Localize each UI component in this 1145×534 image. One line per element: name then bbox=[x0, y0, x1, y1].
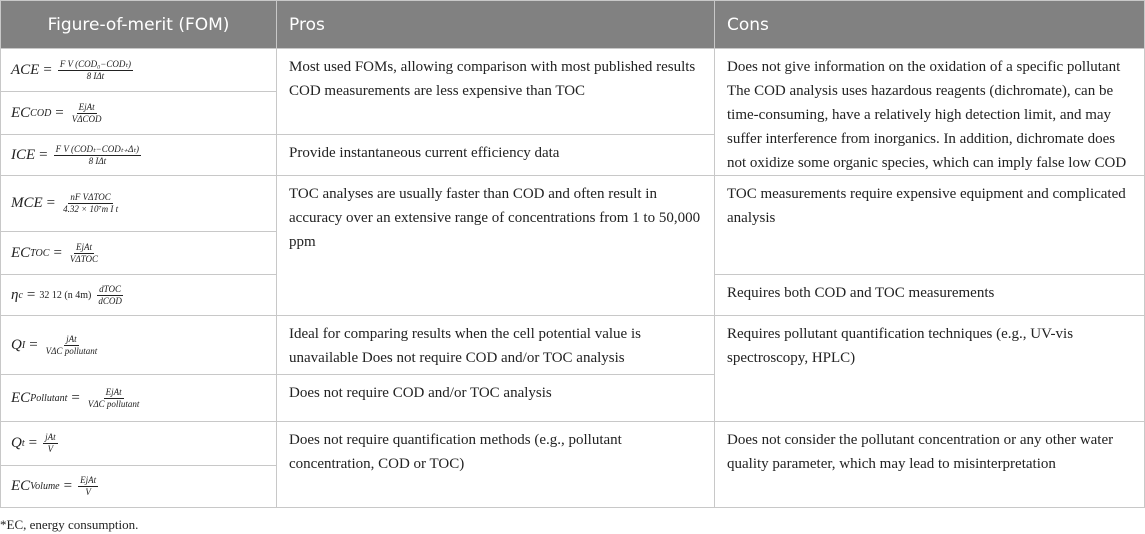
formula-ice: ICE = $\frac{\text{F V (CODₜ−CODₜ₊Δₜ)}}{\text{8 IΔt}}$ bbox=[1, 135, 277, 176]
cons-cell: TOC measurements require expensive equipment and complicated analysis bbox=[715, 176, 1145, 275]
fraction: $\frac{\text{EjAt}}{\text{VΔTOC}}$ bbox=[69, 241, 99, 264]
header-fom: Figure-of-merit (FOM) bbox=[1, 1, 277, 49]
cons-cell: Does not give information on the oxidation of a specific pollutant The COD analysis uses hazardous reagents (dichromate), can be time-consuming, have a relatively high detection limit, and may suffer interference from inorganics. In addition, dichromate does not oxidize some organic species, which can imply false low COD bbox=[715, 49, 1145, 176]
fraction: $\frac{\text{F V (COD₀−CODₜ)}}{\text{8 IΔt}}$ bbox=[59, 58, 131, 81]
pros-cell: Ideal for comparing results when the cell potential value is unavailable Does not require COD and/or TOC analysis bbox=[277, 316, 715, 375]
fraction: $\frac{\text{dTOC}}{\text{dCOD}}$ bbox=[98, 283, 122, 306]
fraction: $\frac{\text{EjAt}}{\text{VΔCOD}}$ bbox=[71, 101, 102, 124]
pros-cell: Does not require COD and/or TOC analysis bbox=[277, 375, 715, 422]
fraction: $\frac{\text{jAt}}{V}$ bbox=[45, 432, 56, 454]
pros-cell: Most used FOMs, allowing comparison with most published results COD measurements are less expensive than TOC bbox=[277, 49, 715, 135]
pros-cell: Provide instantaneous current efficiency data bbox=[277, 135, 715, 176]
formula-q-t: Q t = $\frac{\text{jAt}}{V}$ bbox=[1, 422, 277, 466]
formula-ec-cod: EC COD = $\frac{\text{EjAt}}{\text{VΔCOD}}$ bbox=[1, 92, 277, 135]
formula-eta-c: η c = 32 12 (n 4m) $\frac{\text{dTOC}}{\text{dCOD}}$ bbox=[1, 275, 277, 316]
fraction: $\frac{\text{F V (CODₜ−CODₜ₊Δₜ)}}{\text{8 IΔt}}$ bbox=[55, 143, 140, 166]
fraction: $\frac{\text{EjAt}}{V}$ bbox=[80, 475, 97, 497]
cons-cell: Requires both COD and TOC measurements bbox=[715, 275, 1145, 316]
formula-ec-toc: EC TOC = $\frac{\text{EjAt}}{\text{VΔTOC}}$ bbox=[1, 232, 277, 275]
footnote: *EC, energy consumption. bbox=[0, 517, 139, 532]
fraction: $\frac{\text{EjAt}}{\text{VΔC pollutant}}$ bbox=[87, 386, 140, 409]
cons-cell: Does not consider the pollutant concentration or any other water quality parameter, which may lead to misinterpretation bbox=[715, 422, 1145, 508]
formula-ace: ACE = $\frac{\text{F V (COD₀−CODₜ)}}{\text{8 IΔt}}$ bbox=[1, 49, 277, 92]
fraction: $\frac{\text{jAt}}{\text{VΔC pollutant}}$ bbox=[45, 333, 98, 356]
header-cons: Cons bbox=[715, 1, 1145, 49]
pros-cell: TOC analyses are usually faster than COD and often result in accuracy over an extensive range of concentrations from 1 to 50,000 ppm bbox=[277, 176, 715, 316]
cons-cell: Requires pollutant quantification techniques (e.g., UV-vis spectroscopy, HPLC) bbox=[715, 316, 1145, 422]
formula-mce: MCE = $\frac{\text{nF VΔTOC}}{\text{4.32 × 10⁷m I t}}$ bbox=[1, 176, 277, 232]
formula-q-i: Q I = $\frac{\text{jAt}}{\text{VΔC pollutant}}$ bbox=[1, 316, 277, 375]
formula-ec-volume: EC Volume = $\frac{\text{EjAt}}{V}$ bbox=[1, 466, 277, 508]
pros-cell: Does not require quantification methods (e.g., pollutant concentration, COD or TOC) bbox=[277, 422, 715, 508]
formula-ec-pollutant: EC Pollutant = $\frac{\text{EjAt}}{\text{VΔC pollutant}}$ bbox=[1, 375, 277, 422]
fraction: $\frac{\text{nF VΔTOC}}{\text{4.32 × 10⁷m I t}}$ bbox=[63, 192, 119, 214]
header-pros: Pros bbox=[277, 1, 715, 49]
